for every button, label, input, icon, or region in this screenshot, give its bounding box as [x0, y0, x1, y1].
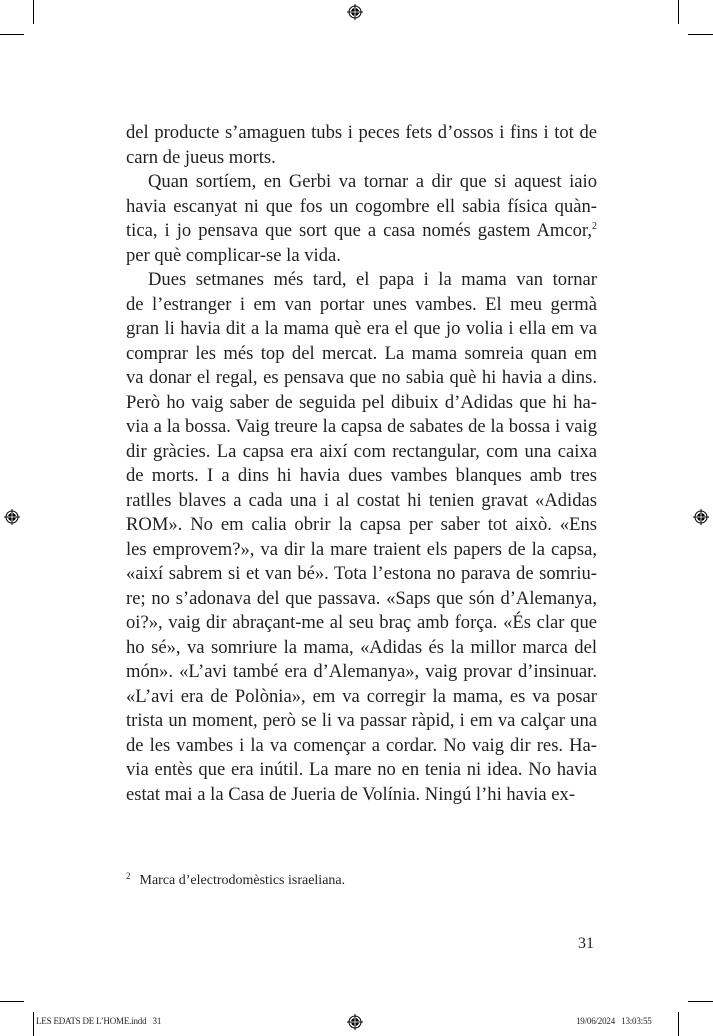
- text-line: tica, i jo pensava que sort que a casa només gastem Amcor,$^2$: [126, 220, 597, 241]
- text-line: «L’avi era de Polònia», em va corregir la mama, es va posar: [126, 685, 597, 707]
- text-line: gran li havia dit a la mama què era el que jo volia i ella em va: [126, 318, 597, 339]
- crop-mark-bottom-right-horizontal: [688, 1001, 713, 1002]
- text-line: de les vambes i la va començar a cordar. No vaig dir res. Ha-: [126, 734, 597, 756]
- text-line: havia escanyat ni que fos un cogombre ell sabia física quàn-: [126, 195, 597, 217]
- text-line: trista un moment, però se li va passar ràpid, i em va calçar una: [126, 710, 597, 731]
- paragraph: [126, 268, 597, 807]
- text-line: via entès que era inútil. La mare no en tenia ni idea. No havia: [126, 759, 597, 780]
- crop-mark-bottom-left-horizontal: [0, 1001, 24, 1002]
- text-line: Quan sortíem, en Gerbi va tornar a dir que si aquest iaio: [148, 171, 597, 192]
- text-line: de morts. I a dins hi havia dues vambes blanques amb tres: [126, 465, 597, 486]
- crop-mark-top-left-vertical: [33, 0, 34, 24]
- slug-filename: LES EDATS DE L’HOME.indd 31: [36, 1016, 162, 1026]
- text-line: estat mai a la Casa de Jueria de Volínia. Ningú l’hi havia ex-: [126, 783, 576, 805]
- text-line: «així sabrem si et van bé». Tota l’estona no parava de somriu-: [126, 563, 597, 584]
- crop-mark-top-right-vertical: [678, 0, 679, 24]
- text-line: Però ho vaig saber de seguida pel dibuix d’Adidas que hi ha-: [126, 391, 597, 413]
- crop-mark-bottom-left-vertical: [33, 1012, 34, 1036]
- page-number: 31: [578, 935, 594, 952]
- text-line: carn de jueus morts.: [126, 146, 276, 168]
- text-line: oi?», vaig dir abraçant-me al seu braç amb força. «És clar que: [126, 612, 597, 633]
- footnote-number: 2: [126, 871, 131, 881]
- text-line: les emprovem?», va dir la mare traient els papers de la capsa,: [126, 538, 597, 560]
- text-line: comprar les més top del mercat. La mama somreia quan em: [126, 342, 597, 364]
- text-line: Dues setmanes més tard, el papa i la mama van tornar: [148, 269, 597, 290]
- text-line: via a la bossa. Vaig treure la capsa de sabates de la bossa i vaig: [126, 416, 597, 437]
- crop-mark-top-right-horizontal: [688, 34, 713, 35]
- text-line: ho sé», va somriure la mama, «Adidas és la millor marca del: [126, 636, 597, 658]
- paragraph: [126, 170, 597, 268]
- registration-mark-left-icon: [4, 509, 20, 525]
- paragraph: [126, 121, 597, 170]
- slug-timestamp: 19/06/2024 13:03:55: [576, 1016, 652, 1026]
- crop-mark-top-left-horizontal: [0, 34, 24, 35]
- body-text: [126, 121, 597, 807]
- crop-mark-bottom-right-vertical: [678, 1012, 679, 1036]
- text-line: va donar el regal, es pensava que no sabia què hi havia a dins.: [126, 367, 597, 388]
- text-line: de l’estranger i em van portar unes vambes. El meu germà: [126, 293, 597, 315]
- text-line: re; no s’adonava del que passava. «Saps que són d’Alemanya,: [126, 587, 597, 609]
- text-line: ROM». No em calia obrir la capsa per saber tot això. «Ens: [126, 514, 597, 535]
- text-line: dir gràcies. La capsa era així com rectangular, com una caixa: [126, 440, 597, 462]
- footnote-reference[interactable]: 2: [592, 221, 597, 232]
- registration-mark-top-icon: [347, 4, 363, 20]
- text-line: per què complicar-se la vida.: [126, 244, 341, 266]
- registration-mark-right-icon: [693, 509, 709, 525]
- registration-mark-bottom-icon: [347, 1014, 363, 1030]
- footnote-text: Marca d’electrodomèstics israeliana.: [139, 873, 346, 888]
- text-line: del producte s’amaguen tubs i peces fets d’ossos i fins i tot de: [126, 122, 597, 143]
- text-line: món». «L’avi també era d’Alemanya», vaig provar d’insinuar.: [126, 661, 597, 682]
- footnote: [126, 873, 345, 889]
- text-line: ratlles blaves a cada una i al costat hi tenien gravat «Adidas: [126, 489, 597, 511]
